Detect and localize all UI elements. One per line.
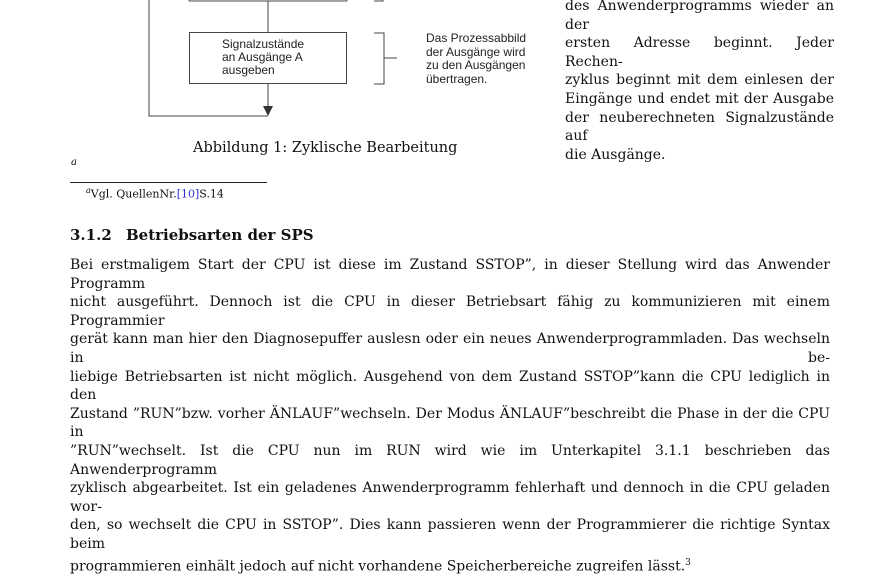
footnote-marker: a (71, 157, 77, 168)
right-line-6: die Ausgänge. (565, 146, 666, 163)
right-line-3: zyklus beginnt mit dem einlesen der (565, 72, 834, 89)
diagram-annotation (426, 32, 526, 86)
section-number: 3.1.2 (70, 226, 112, 244)
annotation-bracket (374, 33, 397, 84)
body-line-1: Bei erstmaligem Start der CPU ist diese im Zustand SSTOP”, in dieser Stellung wird das Anwender Programm (70, 257, 830, 292)
box-line-3: ausgeben (222, 63, 275, 77)
annotation-line-1: Das Prozessabbild (426, 31, 527, 45)
right-line-4: Eingänge und endet mit der Ausgabe (565, 90, 834, 107)
footnote-label: a (86, 186, 91, 195)
footnote-reference-link[interactable]: [10] (176, 187, 200, 201)
annotation-line-4: übertragen. (426, 71, 488, 86)
section-title: Betriebsarten der SPS (126, 226, 314, 244)
footnote-text: Vgl. QuellenNr. (90, 187, 177, 201)
body-line-2: nicht ausgeführt. Dennoch ist die CPU in dieser Betriebsart fähig zu kommunizieren mit einem Programmier (70, 294, 830, 329)
previous-bracket (374, 0, 383, 1)
body-line-4: liebige Betriebsarten ist nicht möglich. Ausgehend von dem Zustand SSTOP”kann die CPU lediglich in den (70, 368, 830, 404)
body-line-6: ”RUN”wechselt. Ist die CPU nun im RUN wird wie im Unterkapitel 3.1.1 beschrieben das Anwenderprogramm (70, 442, 830, 478)
body-line-9-text: programmieren einhält jedoch auf nicht vorhandene Speicherbereiche zugreifen lässt. (70, 558, 686, 575)
right-line-1: des Anwenderprogramms wieder an der (565, 0, 834, 33)
body-footnote-ref[interactable]: 3 (685, 557, 691, 568)
box-line-2: an Ausgänge A (222, 50, 303, 64)
body-line-3: gerät kann man hier den Diagnosepuffer auslesn oder ein neues Anwenderprogrammladen. Das wechseln in be- (70, 331, 830, 366)
body-line-7: zyklisch abgearbeitet. Ist ein geladenes Anwenderprogramm fehlerhaft und dennoch in die CPU geladen wor- (70, 480, 830, 515)
right-line-5: der neuberechneten Signalzustände auf (565, 109, 834, 145)
output-signal-box (189, 32, 347, 84)
annotation-line-3: zu den Ausgängen (426, 58, 526, 72)
figure-caption: Abbildung 1: Zyklische Bearbeitung (193, 140, 458, 156)
footnote-rule (70, 182, 267, 183)
body-line-8: den, so wechselt die CPU in SSTOP”. Dies kann passieren wenn der Programmierer die richtige Syntax beim (70, 517, 830, 552)
body-line-5: Zustand ”RUN”bzw. vorher ÄNLAUF”wechseln. Der Modus ÄNLAUF”beschreibt die Phase in der die CPU in (70, 405, 830, 441)
down-arrow-head (263, 106, 273, 116)
section-heading (70, 226, 314, 244)
body-paragraph (70, 256, 830, 576)
body-line-9 (70, 554, 830, 576)
footnote (86, 186, 224, 201)
footnote-page: S.14 (199, 187, 224, 201)
annotation-line-2: der Ausgänge wird (426, 44, 526, 59)
right-line-2: ersten Adresse beginnt. Jeder Rechen- (565, 35, 834, 70)
box-line-1: Signalzustände (222, 37, 305, 51)
right-column-text (565, 0, 834, 164)
